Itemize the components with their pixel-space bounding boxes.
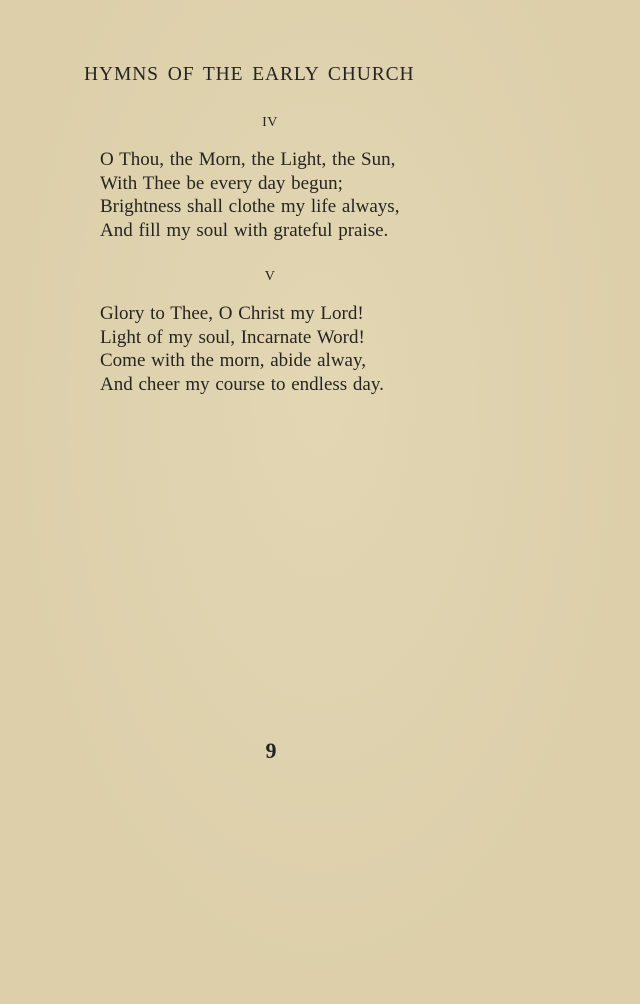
verse-line: Glory to Thee, O Christ my Lord! xyxy=(100,303,364,324)
section-number-v: V xyxy=(264,269,276,284)
stanza-v xyxy=(100,302,384,396)
verse-line: Come with the morn, abide alway, xyxy=(100,350,367,371)
verse-line: O Thou, the Morn, the Light, the Sun, xyxy=(100,149,396,170)
page-number: 9 xyxy=(265,738,277,763)
running-head: HYMNS OF THE EARLY CHURCH xyxy=(84,64,415,85)
verse-line: Light of my soul, Incarnate Word! xyxy=(100,326,365,348)
stanza-iv xyxy=(100,148,399,242)
verse-line: With Thee be every day begun; xyxy=(100,172,343,194)
verse-line: And fill my soul with grateful praise. xyxy=(100,219,389,241)
verse-line: Brightness shall clothe my life always, xyxy=(100,196,400,217)
verse-line: And cheer my course to endless day. xyxy=(100,373,384,395)
section-number-iv: IV xyxy=(262,115,278,130)
